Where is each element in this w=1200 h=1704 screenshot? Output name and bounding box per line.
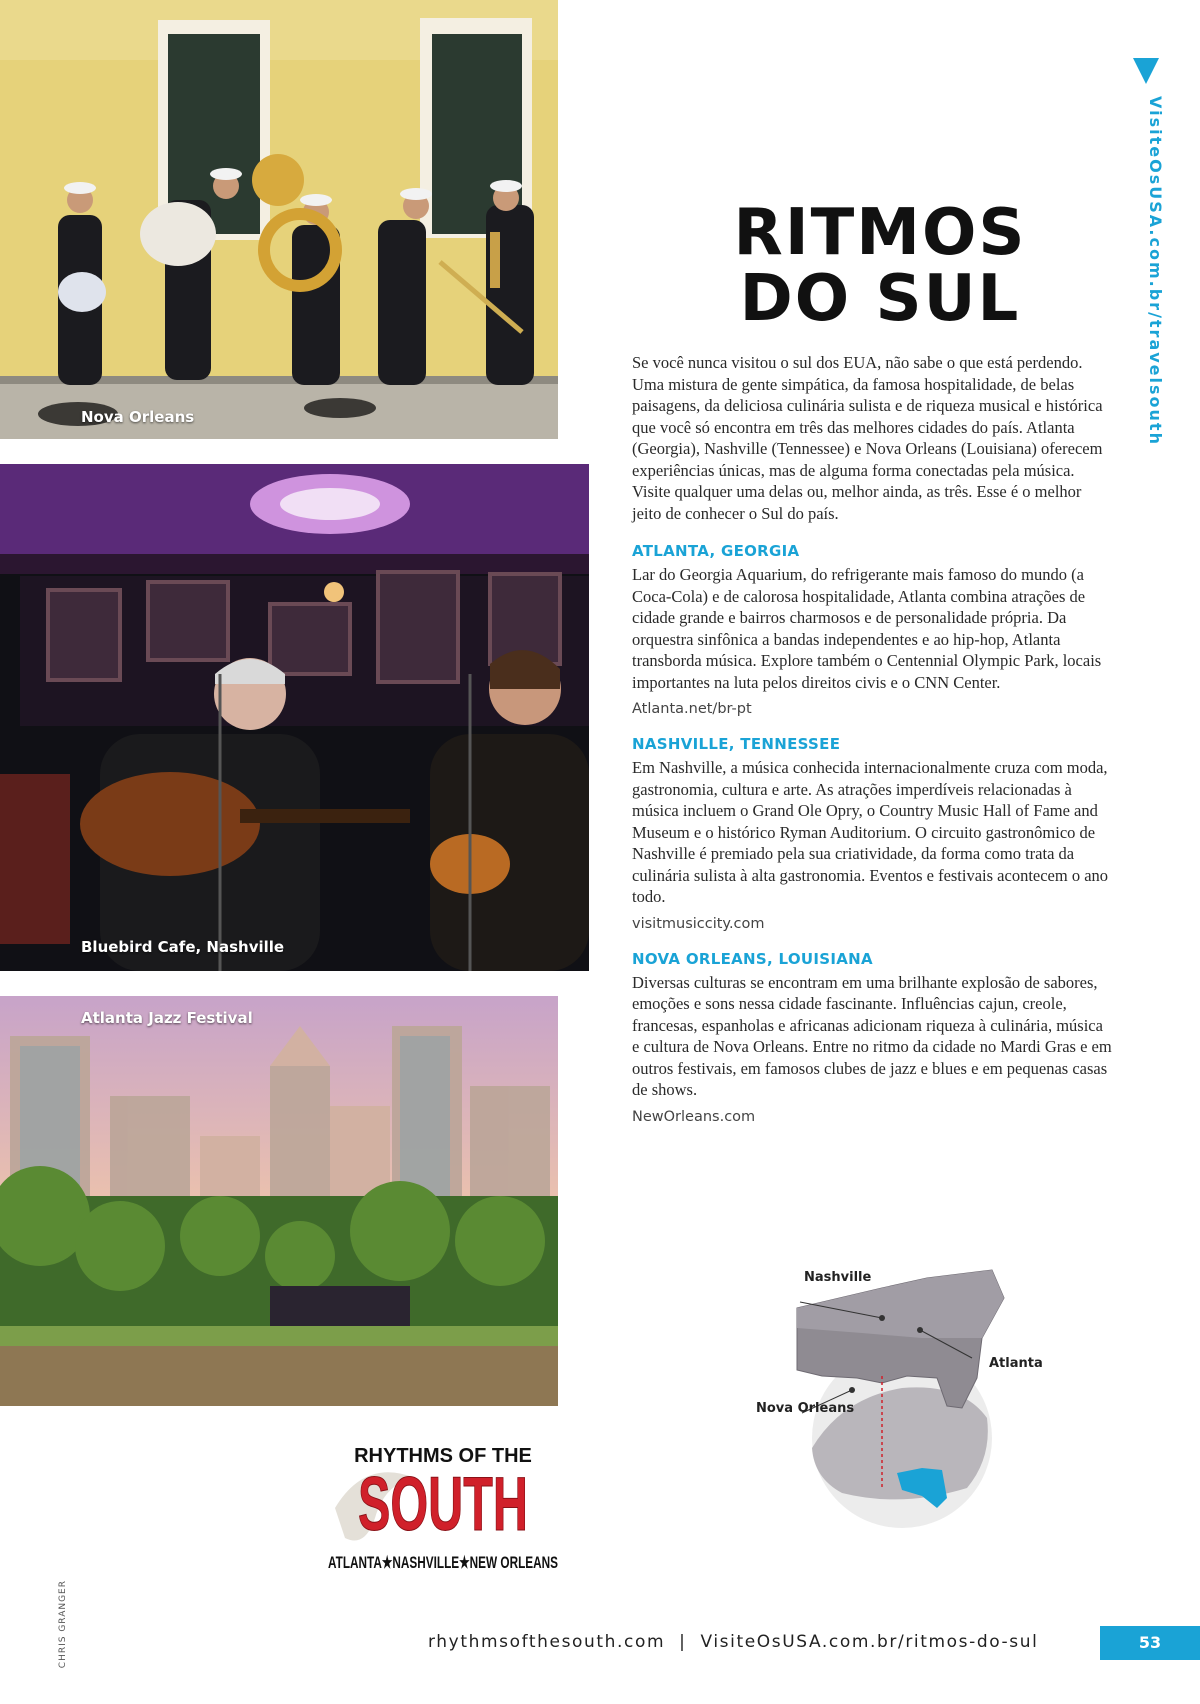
section-link[interactable]: visitmusiccity.com <box>632 915 765 932</box>
southeast-map <box>742 1258 1062 1518</box>
page-number: 53 <box>1100 1626 1200 1660</box>
caption-atlanta-jazz-festival: Atlanta Jazz Festival <box>81 1009 253 1027</box>
logo-line-3: ATLANTA★NASHVILLE★NEW ORLEANS <box>328 1553 558 1572</box>
footer-urls[interactable]: rhythmsofthesouth.com | VisiteOsUSA.com.br/ritmos-do-sul <box>428 1632 1039 1652</box>
caption-nova-orleans: Nova Orleans <box>81 408 195 426</box>
section-link[interactable]: NewOrleans.com <box>632 1108 756 1125</box>
map-label-nashville: Nashville <box>804 1270 872 1285</box>
section-heading: NASHVILLE, TENNESSEE <box>632 735 841 753</box>
article-body <box>632 352 1112 1125</box>
intro-paragraph: Se você nunca visitou o sul dos EUA, não sabe o que está perdendo. Uma mistura de gente simpática, da famosa hospitalidade, de belas paisagens, da deliciosa culinária sulista e de riqueza musical e histórica que você só encontra em três das melhores cidades do país. Atlanta (Georgia), Nashville (Tennessee) e Nova Orleans (Louisiana) oferecem experiências únicas, mas de alguma forma conectadas pela música. Visite qualquer uma delas ou, melhor ainda, as três. Esse é o melhor jeito de conhecer o Sul do país. <box>632 353 1103 523</box>
photo-nova-orleans-band <box>0 0 558 439</box>
section-heading: NOVA ORLEANS, LOUISIANA <box>632 949 873 968</box>
photo-atlanta-jazz-festival <box>0 996 558 1406</box>
side-url[interactable]: VisiteOsUSA.com.br/travelsouth <box>1146 96 1165 446</box>
section-nashville <box>632 735 1112 932</box>
section-body: Diversas culturas se encontram em uma brilhante explosão de sabores, emoções e sons nessa cidade fascinante. Influências cajun, creole, francesas, espanholas e africanas adicionam riqueza à culinária, música e cultura de Nova Orleans. Entre no ritmo da cidade no Mardi Gras e em outros festivais, em famosos clubes de jazz e blues e em pequenas casas de shows. <box>632 972 1112 1099</box>
logo-line-2: SOUTH <box>358 1462 528 1547</box>
photo-credit: CHRIS GRANGER <box>58 1580 68 1669</box>
section-body: Em Nashville, a música conhecida internacionalmente cruza com moda, gastronomia, cultura e arte. As atrações imperdíveis relacionadas à música incluem o Grand Ole Opry, o Country Music Hall of Fame and Museum e o histórico Ryman Auditorium. O circuito gastronômico de Nashville é premiado pela sua criatividade, da forma como trata da culinária sulista à alta gastronomia. Eventos e festivais acontecem o ano todo. <box>632 758 1109 906</box>
map-label-nova-orleans: Nova Orleans <box>756 1401 855 1416</box>
title-line-1: RITMOS <box>733 196 1027 270</box>
logo-line-1: RHYTHMS OF THE <box>354 1445 532 1467</box>
section-heading: ATLANTA, GEORGIA <box>632 542 800 560</box>
section-link[interactable]: Atlanta.net/br-pt <box>632 701 752 717</box>
section-nova-orleans <box>632 950 1112 1125</box>
photo-bluebird-cafe <box>0 464 589 971</box>
rhythms-of-the-south-logo <box>325 1438 560 1578</box>
page-title <box>700 196 1060 336</box>
down-triangle-icon <box>1133 58 1159 84</box>
caption-bluebird-cafe: Bluebird Cafe, Nashville <box>81 938 285 956</box>
title-line-2: DO SUL <box>739 262 1021 336</box>
section-body: Lar do Georgia Aquarium, do refrigerante mais famoso do mundo (a Coca-Cola) e de calorosa hospitalidade, Atlanta combina atrações de cidade grande e bairros charmosos e de personalidade própria. Da orquestra sinfônica a bandas independentes e ao hip-hop, Atlanta transborda música. Explore também o Centennial Olympic Park, locais importantes na luta pelos direitos civis e o CNN Center. <box>632 565 1102 692</box>
map-graphic <box>742 1258 1062 1518</box>
section-atlanta <box>632 542 1112 717</box>
map-label-atlanta: Atlanta <box>989 1356 1043 1371</box>
